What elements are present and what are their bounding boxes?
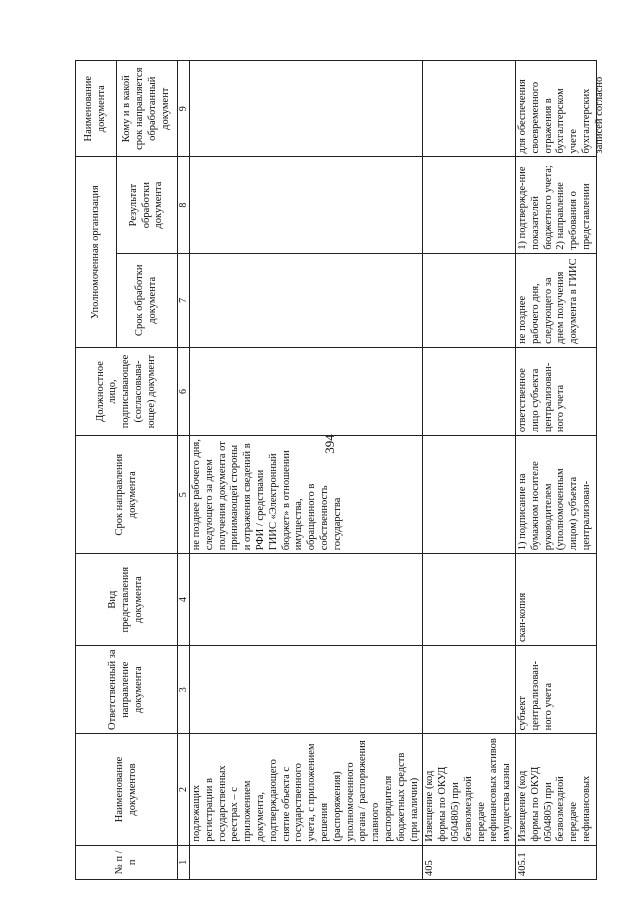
column-number: 4 [178,554,190,646]
column-numbers-row [178,61,190,880]
rotated-table-wrapper [75,60,605,880]
presentation-type [423,554,516,646]
document-name: Извещение (код формы по ОКУД 0504805) при безвозмездной передаче нефинансовых активов имущества казны [423,734,516,845]
header-group-name: Наименование документа [76,61,117,157]
header-row [76,61,117,880]
send-deadline [423,436,516,554]
column-number: 3 [178,646,190,734]
processing-deadline [423,253,516,347]
send-deadline: 1) подписание на бумажном носителе руководителем (уполномоченным лицом) субъекта централизован- [516,461,592,551]
header-col-2: Наименование документов [76,734,178,845]
row-number: 405.1 [516,852,528,876]
document-name: подлежащих регистрации в государственных реестрах – с приложением документа, подтверждающего снятие объекта с государственного учета, с приложением решения (распоряжения) уполномоченного органа / распоряжения главного распорядителя бюджетных средств (при наличии) [190,734,423,845]
table-row [190,61,423,880]
signing-official [190,347,423,435]
column-number: 6 [178,347,190,435]
presentation-type [190,554,423,646]
processing-result [423,157,516,253]
column-number: 7 [178,253,190,347]
processing-deadline: не позднее рабочего дня, следующего за днем получения документа в ГИИС [516,258,580,344]
header-col-1: № п / п [76,845,178,879]
processing-deadline [190,253,423,347]
column-number: 1 [178,845,190,879]
recipient [190,61,423,157]
processing-result [190,157,423,253]
table-row [515,61,596,880]
row-number [190,845,423,879]
processing-result: 1) подтвержде-ние показателей бюджетного учета; 2) направление требования о представлении [516,165,592,250]
column-number: 9 [178,61,190,157]
recipient [423,61,516,157]
send-deadline: не позднее рабочего дня, следующего за днем получения документа от принимающей стороны и отражения сведений в РФИ / средствами ГИИС «Электронный бюджет» в отношении имущества, обращенного в собственность государства [190,436,423,554]
page-number: 394 [322,434,337,454]
header-col-4: Вид представления документа [76,554,178,646]
responsible [423,646,516,734]
responsible: субъект централизован-ного учета [516,660,554,731]
header-col-8: Результат обработки документа [117,157,178,253]
recipient: для обеспечения своевременного отражения в бухгалтерском учете бухгалтерских записей согласно [516,76,605,154]
documents-table [75,60,605,880]
header-group-org: Уполномоченная организация [76,157,117,347]
row-number: 405 [423,845,516,879]
presentation-type: скан-копия [516,592,528,643]
column-number: 5 [178,436,190,554]
signing-official: ответственное лицо субъекта централизован-ного учета [516,362,567,433]
column-number: 2 [178,734,190,845]
table-row [423,61,516,880]
column-number: 8 [178,157,190,253]
header-col-7: Срок обработки документа [117,253,178,347]
header-col-6: Должностное лицо, подписывающее (согласовыва-ющее) документ [76,347,178,435]
signing-official [423,347,516,435]
header-col-9: Кому и в какой срок направляется обработанный документ [117,61,178,157]
header-col-5: Срок направления документа [76,436,178,554]
responsible [190,646,423,734]
header-col-3: Ответственный за направление документа [76,646,178,734]
document-name: Извещение (код формы по ОКУД 0504805) при безвозмездной передаче нефинансовых [516,766,592,842]
